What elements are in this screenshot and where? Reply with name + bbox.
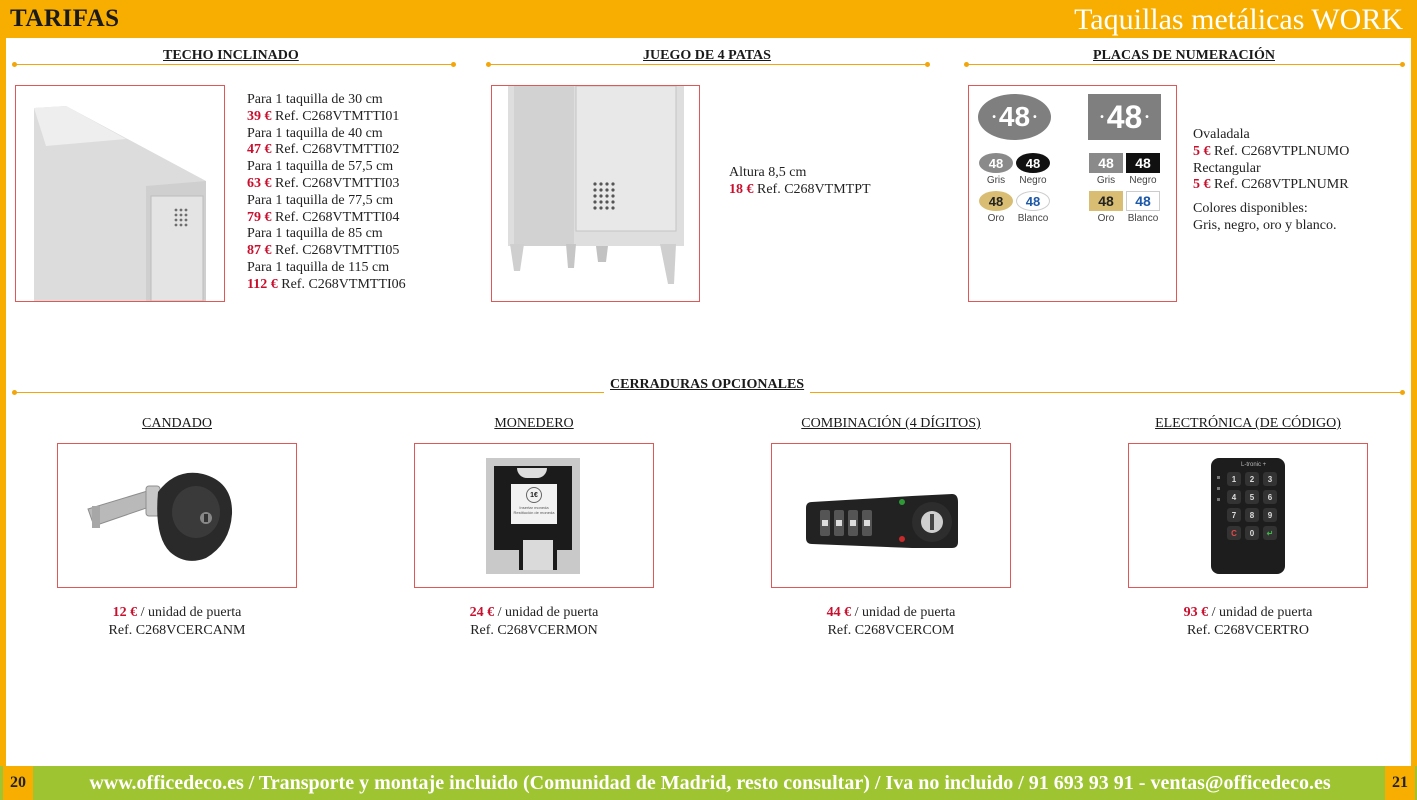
coin-return (519, 536, 557, 570)
patas-price-ref (729, 182, 871, 199)
price: 18 € (729, 181, 754, 197)
plate-number: 48 (1106, 98, 1143, 135)
techo-item-price-ref (247, 277, 406, 294)
placas-price (1193, 127, 1349, 235)
caption-gris: Gris (986, 175, 1006, 186)
price: 24 € (469, 605, 495, 620)
techo-item-desc: Para 1 taquilla de 57,5 cm (247, 159, 394, 175)
ref: Ref. C268VCERCANM (108, 623, 246, 638)
keypad-key: 0 (1245, 526, 1259, 540)
footer-contact: www.officedeco.es / Transporte y montaje incluido (Comunidad de Madrid, resto consultar) / Iva no incluido / 91 693 93 91 - ventas@officedeco.es (89, 772, 1331, 794)
keypad-leds (1217, 476, 1223, 510)
oval-plate-large: • 48 • (978, 94, 1051, 140)
ref: Ref. C268VTMTTI03 (275, 175, 400, 191)
electronica-price (1128, 604, 1368, 640)
ref: Ref. C268VTMTTI01 (275, 108, 400, 124)
keypad-key: 6 (1263, 490, 1277, 504)
colors-label: Colores disponibles: (1193, 201, 1308, 217)
ref: Ref. C268VCERCOM (827, 623, 955, 638)
unit: / unidad de puerta (140, 605, 242, 620)
lock-title-combinacion: COMBINACIÓN (4 DÍGITOS) (801, 416, 981, 431)
oval-label: Ovaladala (1193, 127, 1250, 142)
ref: Ref. C268VTMTTI04 (275, 209, 400, 225)
techo-item-desc: Para 1 taquilla de 115 cm (247, 259, 390, 275)
techo-price-list (247, 92, 406, 294)
lock-title-monedero: MONEDERO (494, 416, 574, 431)
section-title-techo: TECHO INCLINADO (157, 48, 305, 64)
ref: Ref. C268VTMTTI06 (281, 276, 406, 292)
ref: Ref. C268VCERMON (470, 623, 598, 638)
caption-oro: Oro (1097, 213, 1115, 224)
techo-item-price-ref (247, 109, 406, 126)
caption-negro: Negro (1129, 175, 1157, 186)
section-dot (925, 62, 930, 67)
rect-plate-negro: 48 (1126, 153, 1160, 173)
rect-plate-blanco: 48 (1126, 191, 1160, 211)
ref: Ref. C268VTMTPT (757, 181, 871, 197)
ref: Ref. C268VCERTRO (1186, 623, 1310, 638)
ref: Ref. C268VTMTTI05 (275, 243, 400, 259)
unit: / unidad de puerta (1211, 605, 1313, 620)
lock-title-candado: CANDADO (142, 416, 212, 431)
price: 112 € (247, 276, 278, 292)
keypad-key: 3 (1263, 472, 1277, 486)
keypad-key: 2 (1245, 472, 1259, 486)
techo-image (15, 85, 225, 302)
section-dot (451, 62, 456, 67)
patas-desc: Altura 8,5 cm (729, 165, 807, 180)
techo-item-desc: Para 1 taquilla de 85 cm (247, 226, 383, 242)
keypad-key: 9 (1263, 508, 1277, 522)
price: 79 € (247, 209, 272, 225)
lock-title-electronica: ELECTRÓNICA (DE CÓDIGO) (1155, 416, 1341, 431)
header-title: Taquillas metálicas WORK (1074, 3, 1403, 36)
rect-plate-gris: 48 (1089, 153, 1123, 173)
techo-item-price-ref (247, 142, 406, 159)
section-title-cerraduras: CERRADURAS OPCIONALES (604, 377, 810, 393)
keypad-key: C (1227, 526, 1241, 540)
techo-item-price-ref (247, 176, 406, 193)
price: 47 € (247, 142, 272, 158)
techo-item-price-ref (247, 243, 406, 260)
caption-gris: Gris (1096, 175, 1116, 186)
techo-item-price-ref (247, 210, 406, 227)
section-title-patas: JUEGO DE 4 PATAS (637, 48, 777, 64)
plate-number: 48 (998, 101, 1031, 132)
brand-label: L-tronic + (1241, 462, 1267, 468)
rect-label: Rectangular (1193, 160, 1261, 176)
section-dot (1400, 62, 1405, 67)
caption-negro: Negro (1019, 175, 1047, 186)
price: 5 € (1193, 143, 1211, 159)
oval-plate-negro: 48 (1016, 153, 1050, 173)
oval-price-ref (1193, 144, 1349, 161)
keypad-key: 7 (1227, 508, 1241, 522)
caption-blanco: Blanco (1127, 213, 1159, 224)
price: 87 € (247, 243, 272, 259)
price: 44 € (826, 605, 852, 620)
section-line (966, 64, 1402, 65)
ref: Ref. C268VTPLNUMR (1214, 177, 1349, 193)
monedero-image (414, 443, 654, 588)
price-line (57, 604, 297, 622)
coin-text: Insertar moneda Restitución de moneda (513, 505, 555, 515)
colors-value: Gris, negro, oro y blanco. (1193, 217, 1337, 233)
keypad-key: ↵ (1263, 526, 1277, 540)
page-number-right: 21 (1385, 766, 1415, 800)
patas-price (729, 165, 871, 199)
electronica-image (1128, 443, 1368, 588)
keypad-key: 5 (1245, 490, 1259, 504)
price-line (1128, 604, 1368, 622)
price-line (414, 604, 654, 622)
oval-plate-blanco: 48 (1016, 191, 1050, 211)
rect-plate-oro: 48 (1089, 191, 1123, 211)
keypad-key: 4 (1227, 490, 1241, 504)
candado-price (57, 604, 297, 640)
section-line (14, 64, 454, 65)
header-section: TARIFAS (10, 5, 120, 32)
rect-price-ref (1193, 177, 1349, 194)
oval-plate-oro: 48 (979, 191, 1013, 211)
techo-item-desc: Para 1 taquilla de 40 cm (247, 125, 383, 141)
keypad-key: 8 (1245, 508, 1259, 522)
unit: / unidad de puerta (854, 605, 956, 620)
price: 5 € (1193, 177, 1211, 193)
ref: Ref. C268VTMTTI02 (275, 142, 400, 158)
section-title-placas: PLACAS DE NUMERACIÓN (1087, 48, 1281, 64)
coin-icon: 1€ (526, 487, 542, 503)
unit: / unidad de puerta (497, 605, 599, 620)
page-number-left: 20 (3, 766, 33, 800)
rect-plate-large: • 48 • (1088, 94, 1161, 140)
coin-label-panel (511, 484, 557, 524)
section-line (488, 64, 928, 65)
price: 39 € (247, 108, 272, 124)
keypad-grid (1227, 472, 1279, 540)
keypad-key: 1 (1227, 472, 1241, 486)
candado-image (57, 443, 297, 588)
section-dot (1400, 390, 1405, 395)
combinacion-image (771, 443, 1011, 588)
combinacion-price (771, 604, 1011, 640)
caption-oro: Oro (987, 213, 1005, 224)
price: 93 € (1183, 605, 1209, 620)
placas-image (968, 85, 1177, 302)
caption-blanco: Blanco (1017, 213, 1049, 224)
monedero-price (414, 604, 654, 640)
techo-item-desc: Para 1 taquilla de 30 cm (247, 92, 383, 107)
price: 12 € (112, 605, 138, 620)
price: 63 € (247, 175, 272, 191)
techo-item-desc: Para 1 taquilla de 77,5 cm (247, 192, 394, 208)
keypad-body (1211, 458, 1285, 574)
price-line (771, 604, 1011, 622)
ref: Ref. C268VTPLNUMO (1214, 143, 1350, 159)
oval-plate-gris: 48 (979, 153, 1013, 173)
patas-image (491, 85, 700, 302)
